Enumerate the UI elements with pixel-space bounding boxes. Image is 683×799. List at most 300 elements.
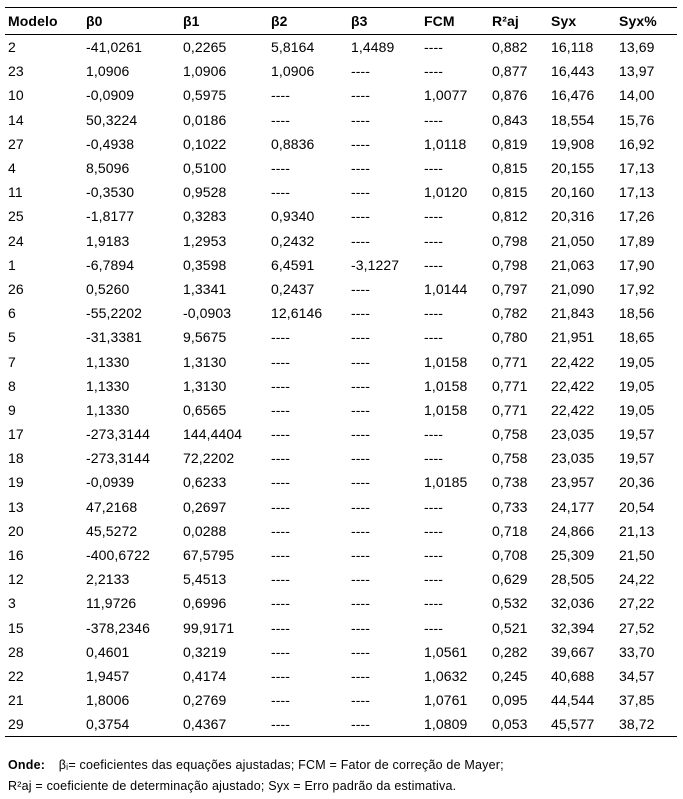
table-cell: 39,667	[551, 643, 595, 660]
table-cell: ----	[424, 160, 444, 177]
table-row	[5, 132, 677, 156]
table-cell: 21,843	[551, 305, 595, 322]
table-row	[5, 591, 677, 615]
table-cell: ----	[424, 450, 444, 467]
table-cell: 22,422	[551, 353, 595, 370]
table-cell: 12,6146	[271, 305, 323, 322]
table-cell: 99,9171	[183, 619, 235, 636]
table-cell: -0,3530	[86, 184, 135, 201]
table-cell: -0,4938	[86, 135, 135, 152]
table-cell: ----	[424, 256, 444, 273]
table-cell: 1,2953	[183, 232, 227, 249]
table-cell: ----	[424, 329, 444, 346]
table-cell: ----	[271, 643, 291, 660]
table-cell: 1,0906	[271, 63, 315, 80]
table-cell: 1,0158	[424, 377, 468, 394]
table-cell: ----	[351, 87, 371, 104]
table-cell: 28	[8, 643, 24, 660]
table-cell: 0,758	[492, 426, 528, 443]
table-row	[5, 156, 677, 180]
table-cell: 2,2133	[86, 571, 130, 588]
table-cell: 26	[8, 280, 24, 297]
table-cell: 1,0809	[421, 712, 489, 737]
table-cell: 20,36	[619, 474, 655, 491]
table-cell: 0,2432	[271, 232, 315, 249]
table-cell: 19,05	[619, 401, 655, 418]
table-cell: 1,4489	[351, 39, 395, 56]
footnote-lead: Onde:	[8, 758, 46, 772]
table-cell: ----	[351, 111, 371, 128]
table-cell: ----	[424, 111, 444, 128]
table-row	[5, 616, 677, 640]
table-cell: ----	[271, 667, 291, 684]
table-cell: 1,0144	[424, 280, 468, 297]
column-header: β3	[348, 8, 421, 35]
table-cell: ----	[351, 547, 371, 564]
table-cell: 1,0906	[86, 63, 130, 80]
table-cell: ----	[351, 232, 371, 249]
table-cell: ----	[271, 498, 291, 515]
table-cell: 17,92	[619, 280, 655, 297]
table-cell: 0,771	[492, 401, 528, 418]
table-cell: 0,2697	[183, 498, 227, 515]
table-cell: 16,92	[619, 135, 655, 152]
table-cell: 0,4367	[180, 712, 268, 737]
table-cell: ----	[351, 595, 371, 612]
table-cell: 17,13	[619, 184, 655, 201]
table-cell: 15,76	[619, 111, 655, 128]
table-cell: 19,57	[619, 426, 655, 443]
table-cell: 1,3341	[183, 280, 227, 297]
table-cell: -6,7894	[86, 256, 135, 273]
table-cell: ----	[424, 426, 444, 443]
table-cell: 13	[8, 498, 24, 515]
table-cell: 1,0906	[183, 63, 227, 80]
table-row	[5, 349, 677, 373]
table-cell: 17,90	[619, 256, 655, 273]
table-cell: 11	[8, 184, 23, 201]
table-cell: 5	[8, 329, 16, 346]
table-cell: 0,5260	[86, 280, 130, 297]
table-cell: 45,577	[548, 712, 616, 737]
table-cell: ----	[351, 353, 371, 370]
table-cell: 0,5100	[183, 160, 227, 177]
table-cell: 0,3283	[183, 208, 227, 225]
table-cell: 22,422	[551, 377, 595, 394]
table-cell: ----	[271, 522, 291, 539]
table-cell: ----	[351, 474, 371, 491]
table-cell: ----	[351, 329, 371, 346]
table-body	[5, 35, 677, 737]
table-cell: 24,177	[551, 498, 595, 515]
table-cell: 0,718	[492, 522, 528, 539]
table-row	[5, 640, 677, 664]
table-cell: -273,3144	[86, 426, 150, 443]
table-cell: ----	[271, 184, 291, 201]
table-cell: ----	[271, 547, 291, 564]
table-cell: 33,70	[619, 643, 655, 660]
table-cell: 1,3130	[183, 353, 227, 370]
table-cell: 21,063	[551, 256, 595, 273]
column-header: β0	[83, 8, 180, 35]
table-cell: 16	[8, 547, 24, 564]
table-cell: 0,815	[492, 160, 528, 177]
table-cell: 17,26	[619, 208, 655, 225]
table-cell: 8	[8, 377, 16, 394]
table-cell: ----	[424, 547, 444, 564]
column-header: Modelo	[5, 8, 83, 35]
table-cell: 40,688	[551, 667, 595, 684]
table-cell: -0,0909	[86, 87, 135, 104]
column-header: Syx%	[616, 8, 677, 35]
table-cell: 0,9528	[183, 184, 227, 201]
table-header	[5, 8, 677, 35]
table-cell: 22,422	[551, 401, 595, 418]
table-row	[5, 180, 677, 204]
table-cell: ----	[351, 522, 371, 539]
table-cell: 6	[8, 305, 16, 322]
table-cell: 24,866	[551, 522, 595, 539]
table-row	[5, 108, 677, 132]
table-cell: ----	[271, 87, 291, 104]
table-row	[5, 712, 677, 737]
table-cell: ----	[351, 619, 371, 636]
table-row	[5, 446, 677, 470]
table-cell: 27,22	[619, 595, 655, 612]
table-cell: 17,89	[619, 232, 655, 249]
table-cell: 21,50	[619, 547, 655, 564]
table-cell: ----	[351, 184, 371, 201]
table-cell: ----	[351, 280, 371, 297]
table-cell: ----	[351, 160, 371, 177]
table-cell: -55,2202	[86, 305, 143, 322]
table-cell: ----	[271, 426, 291, 443]
table-cell: 20	[8, 522, 24, 539]
table-cell: ----	[424, 39, 444, 56]
table-cell: 10	[8, 87, 24, 104]
footnote-line-1	[8, 755, 678, 776]
table-cell: 1,0158	[424, 353, 468, 370]
table-cell: 9,5675	[183, 329, 227, 346]
table-cell: 16,118	[551, 39, 594, 56]
table-cell: 0,780	[492, 329, 528, 346]
table-cell: 19,57	[619, 450, 655, 467]
table-cell: ----	[348, 712, 421, 737]
table-cell: ----	[268, 712, 348, 737]
table-cell: 1,1330	[86, 377, 130, 394]
table-cell: 0,0186	[183, 111, 227, 128]
table-cell: 8,5096	[86, 160, 130, 177]
table-cell: 0,798	[492, 232, 528, 249]
table-row	[5, 325, 677, 349]
table-cell: 24	[8, 232, 24, 249]
table-cell: 25,309	[551, 547, 595, 564]
table-cell: ----	[351, 208, 371, 225]
column-header: β1	[180, 8, 268, 35]
table-cell: 1	[8, 256, 16, 273]
table-cell: ----	[351, 571, 371, 588]
table-cell: 0,738	[492, 474, 528, 491]
table-cell: ----	[424, 619, 444, 636]
table-cell: ----	[271, 329, 291, 346]
table-cell: 3	[8, 595, 16, 612]
table-cell: ----	[351, 426, 371, 443]
table-cell: 16,443	[551, 63, 595, 80]
table-cell: ----	[351, 401, 371, 418]
table-cell: 1,9183	[86, 232, 130, 249]
table-cell: 0,877	[492, 63, 528, 80]
table-cell: ----	[351, 667, 371, 684]
table-cell: 5,4513	[183, 571, 227, 588]
table-cell: 0,797	[492, 280, 528, 297]
table-cell: 1,1330	[86, 401, 130, 418]
table-cell: 13,97	[619, 63, 655, 80]
table-cell: 47,2168	[86, 498, 138, 515]
table-cell: 21	[8, 692, 24, 709]
table-cell: ----	[424, 232, 444, 249]
table-cell: ----	[351, 63, 371, 80]
table-cell: ----	[424, 63, 444, 80]
table-cell: 0,4174	[183, 667, 227, 684]
table-cell: 21,050	[551, 232, 595, 249]
table-cell: -0,0939	[86, 474, 135, 491]
table-cell: 144,4404	[183, 426, 243, 443]
table-row	[5, 204, 677, 228]
table-cell: 20,160	[551, 184, 595, 201]
table-cell: 27,52	[619, 619, 655, 636]
table-cell: 50,3224	[86, 111, 138, 128]
table-cell: 22	[8, 667, 24, 684]
table-cell: -378,2346	[86, 619, 150, 636]
table-cell: 21,090	[551, 280, 595, 297]
table-cell: 0,758	[492, 450, 528, 467]
table-cell: 15	[8, 619, 24, 636]
table-cell: 18,554	[551, 111, 595, 128]
table-cell: 20,155	[551, 160, 595, 177]
header-row	[5, 8, 677, 35]
table-cell: 0,2437	[271, 280, 315, 297]
table-cell: 38,72	[616, 712, 677, 737]
table-cell: 17,13	[619, 160, 655, 177]
table-cell: ----	[271, 595, 291, 612]
table-cell: ----	[424, 595, 444, 612]
table-cell: 0,782	[492, 305, 528, 322]
table-cell: 0,9340	[271, 208, 315, 225]
table-row	[5, 35, 677, 60]
table-cell: ----	[351, 377, 371, 394]
table-cell: 1,9457	[86, 667, 130, 684]
table-cell: 25	[8, 208, 24, 225]
table-cell: 23,035	[551, 426, 595, 443]
table-cell: ----	[351, 135, 371, 152]
table-row	[5, 301, 677, 325]
table-row	[5, 664, 677, 688]
table-cell: 28,505	[551, 571, 595, 588]
table-row	[5, 229, 677, 253]
table-cell: 11,9726	[86, 595, 137, 612]
table-cell: ----	[271, 619, 291, 636]
column-header: Syx	[548, 8, 616, 35]
table-cell: ----	[351, 643, 371, 660]
table-cell: 0,771	[492, 377, 528, 394]
table-cell: ----	[271, 353, 291, 370]
table-cell: 34,57	[619, 667, 655, 684]
table-cell: 1,1330	[86, 353, 130, 370]
table-cell: 19,05	[619, 377, 655, 394]
table-cell: -41,0261	[86, 39, 143, 56]
table-cell: 1,0120	[424, 184, 468, 201]
table-cell: 9	[8, 401, 16, 418]
table-cell: 67,5795	[183, 547, 235, 564]
table-row	[5, 519, 677, 543]
table-cell: 2	[8, 39, 16, 56]
table-cell: 0,6233	[183, 474, 227, 491]
footnote	[8, 755, 678, 797]
table-cell: -3,1227	[351, 256, 400, 273]
table-cell: 1,0561	[424, 643, 468, 660]
table-cell: 6,4591	[271, 256, 315, 273]
table-cell: 1,0632	[424, 667, 468, 684]
table-cell: 0,095	[492, 692, 528, 709]
table-row	[5, 422, 677, 446]
table-cell: 27	[8, 135, 24, 152]
table-row	[5, 253, 677, 277]
table-cell: 0,629	[492, 571, 528, 588]
table-cell: ----	[271, 401, 291, 418]
table-cell: 20,54	[619, 498, 655, 515]
table-cell: 18,65	[619, 329, 655, 346]
table-cell: ----	[271, 377, 291, 394]
table-cell: 18	[8, 450, 24, 467]
table-cell: 0,819	[492, 135, 528, 152]
table-cell: 1,0077	[424, 87, 468, 104]
table-cell: 0,876	[492, 87, 528, 104]
table-cell: 29	[5, 712, 83, 737]
table-cell: 0,3754	[83, 712, 180, 737]
table-cell: 0,6996	[183, 595, 227, 612]
table-cell: 0,843	[492, 111, 528, 128]
table-cell: ----	[424, 208, 444, 225]
table-cell: 12	[8, 571, 24, 588]
table-cell: 7	[8, 353, 16, 370]
table-cell: 0,733	[492, 498, 528, 515]
table-cell: ----	[351, 692, 371, 709]
table-cell: 1,0118	[424, 135, 467, 152]
table-cell: ----	[271, 692, 291, 709]
table-cell: -1,8177	[86, 208, 135, 225]
table-cell: 0,771	[492, 353, 528, 370]
table-cell: ----	[424, 305, 444, 322]
table-cell: 32,036	[551, 595, 595, 612]
table-cell: 0,708	[492, 547, 528, 564]
footnote-text-1: βᵢ= coeficientes das equações ajustadas; FCM = Fator de correção de Mayer;	[58, 758, 504, 772]
table-row	[5, 374, 677, 398]
table-row	[5, 567, 677, 591]
table-cell: 44,544	[551, 692, 595, 709]
table-cell: 0,6565	[183, 401, 227, 418]
table-cell: 17	[8, 426, 24, 443]
table-cell: 16,476	[551, 87, 595, 104]
table-row	[5, 495, 677, 519]
table-cell: 0,882	[492, 39, 528, 56]
table-cell: 24,22	[619, 571, 655, 588]
table-row	[5, 277, 677, 301]
table-cell: ----	[351, 450, 371, 467]
column-header: FCM	[421, 8, 489, 35]
table-cell: 1,0158	[424, 401, 468, 418]
table-row	[5, 83, 677, 107]
table-cell: 0,4601	[86, 643, 130, 660]
table-row	[5, 59, 677, 83]
table-cell: 0,0288	[183, 522, 227, 539]
table-cell: ----	[351, 498, 371, 515]
table-cell: 0,5975	[183, 87, 227, 104]
table-cell: 20,316	[551, 208, 595, 225]
footnote-line-2: R²aj = coeficiente de determinação ajustado; Syx = Erro padrão da estimativa.	[8, 779, 457, 793]
table-cell: ----	[424, 522, 444, 539]
table-cell: 0,282	[492, 643, 528, 660]
table-cell: 0,8836	[271, 135, 315, 152]
table-cell: 0,2265	[183, 39, 227, 56]
table-cell: 72,2202	[183, 450, 235, 467]
table-cell: 23,035	[551, 450, 595, 467]
table-cell: 0,532	[492, 595, 528, 612]
table-cell: 21,951	[551, 329, 595, 346]
table-cell: 13,69	[619, 39, 655, 56]
table-cell: 23,957	[551, 474, 595, 491]
column-header: R²aj	[489, 8, 548, 35]
table-cell: 1,8006	[86, 692, 130, 709]
table-cell: 0,053	[489, 712, 548, 737]
table-cell: 0,2769	[183, 692, 227, 709]
table-cell: 0,521	[492, 619, 528, 636]
table-cell: 0,3598	[183, 256, 227, 273]
table-cell: ----	[271, 160, 291, 177]
table-cell: 4	[8, 160, 16, 177]
table-cell: ----	[424, 571, 444, 588]
table-cell: 37,85	[619, 692, 655, 709]
table-cell: 14,00	[619, 87, 655, 104]
table-cell: 18,56	[619, 305, 655, 322]
table-row	[5, 470, 677, 494]
table-row	[5, 543, 677, 567]
table-cell: 0,245	[492, 667, 528, 684]
table-cell: 0,1022	[183, 135, 227, 152]
table-cell: 21,13	[619, 522, 655, 539]
table-cell: 5,8164	[271, 39, 315, 56]
results-table	[5, 7, 677, 737]
table-cell: 19,908	[551, 135, 595, 152]
table-cell: ----	[271, 571, 291, 588]
table-cell: ----	[351, 305, 371, 322]
table-cell: 32,394	[551, 619, 595, 636]
table-cell: ----	[424, 498, 444, 515]
table-cell: 19,05	[619, 353, 655, 370]
table-cell: 0,812	[492, 208, 528, 225]
table-cell: 1,0185	[424, 474, 468, 491]
table-cell: -31,3381	[86, 329, 143, 346]
table-cell: 1,3130	[183, 377, 227, 394]
table-cell: -400,6722	[86, 547, 150, 564]
column-header: β2	[268, 8, 348, 35]
table-row	[5, 398, 677, 422]
table-cell: 0,798	[492, 256, 528, 273]
table-cell: 1,0761	[424, 692, 468, 709]
table-cell: ----	[271, 450, 291, 467]
table-cell: ----	[271, 474, 291, 491]
table-cell: -0,0903	[183, 305, 232, 322]
table-cell: 0,3219	[183, 643, 227, 660]
